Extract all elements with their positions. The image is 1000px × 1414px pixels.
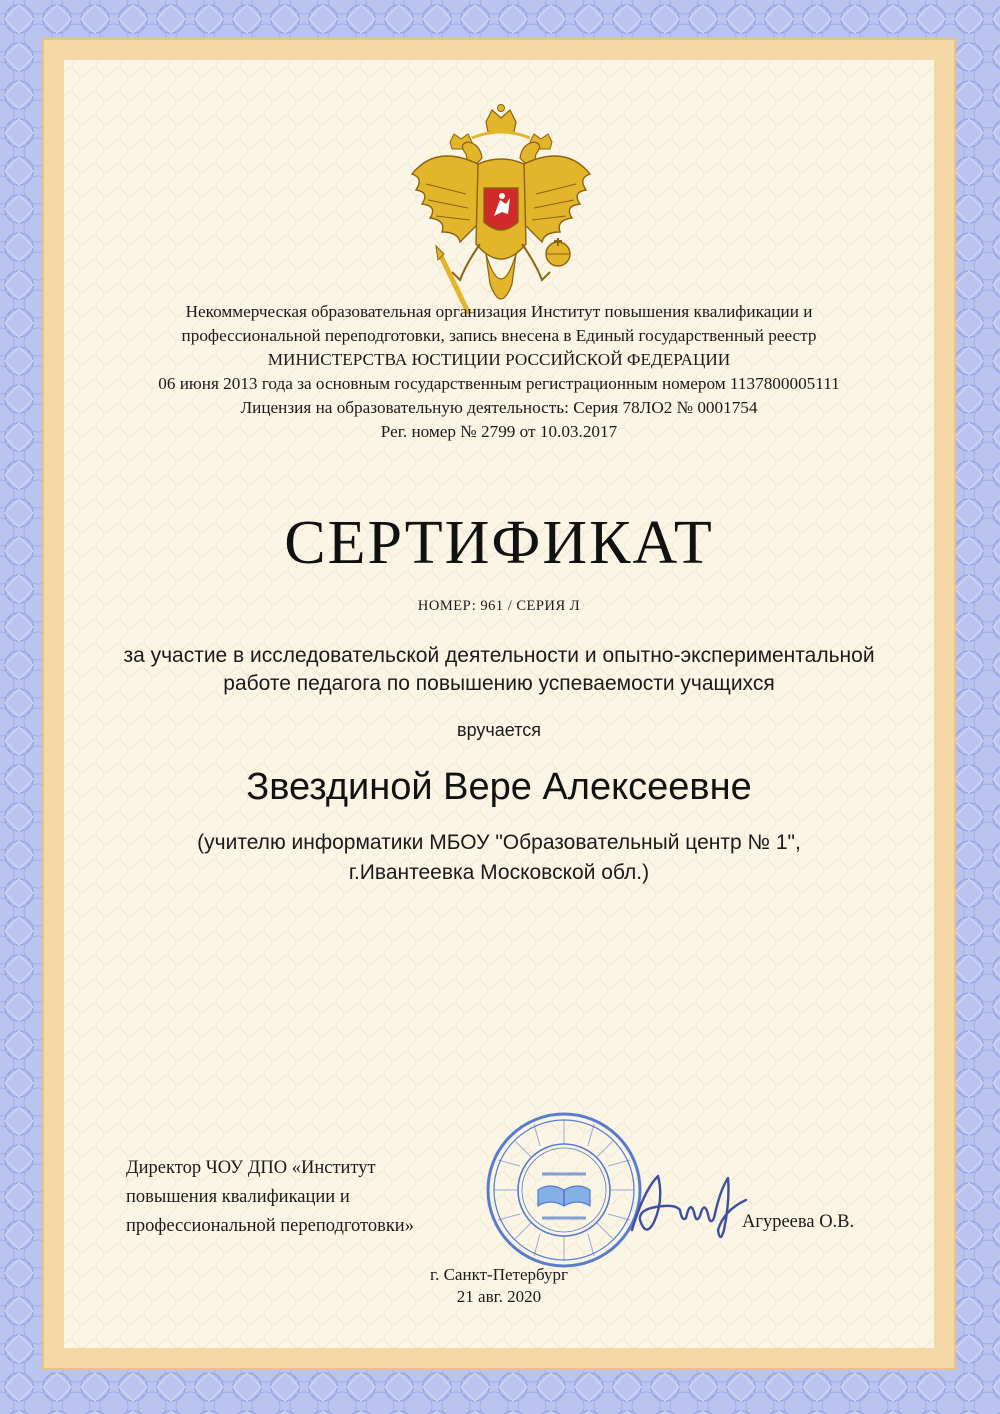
purpose-line-1: за участие в исследовательской деятельности и опытно-экспериментальной bbox=[123, 644, 875, 667]
certificate-title: СЕРТИФИКАТ bbox=[284, 509, 714, 577]
recipient-name: Звездиной Вере Алексеевне bbox=[246, 766, 752, 808]
director-title bbox=[126, 1154, 414, 1241]
org-line-5: Лицензия на образовательную деятельность: Серия 78ЛО2 № 0001754 bbox=[240, 398, 758, 417]
certificate-purpose bbox=[64, 642, 934, 698]
org-line-6: Рег. номер № 2799 от 10.03.2017 bbox=[380, 422, 618, 441]
footer bbox=[64, 1264, 934, 1308]
org-line-2: профессиональной переподготовки, запись внесена в Единый государственный реестр bbox=[181, 326, 817, 345]
position-line-1: (учителю информатики МБОУ "Образовательный центр № 1", bbox=[197, 831, 801, 854]
purpose-line-2: работе педагога по повышению успеваемости учащихся bbox=[223, 672, 775, 695]
certificate-number: НОМЕР: 961 / СЕРИЯ Л bbox=[417, 598, 581, 614]
footer-date: 21 авг. 2020 bbox=[456, 1287, 542, 1306]
organization-info bbox=[64, 300, 934, 444]
director-name: Агуреева О.В. bbox=[742, 1212, 855, 1232]
certificate-paper bbox=[64, 60, 934, 1348]
handed-label: вручается bbox=[457, 720, 541, 740]
stamp-icon bbox=[484, 1110, 644, 1270]
recipient-position bbox=[64, 828, 934, 888]
footer-city: г. Санкт-Петербург bbox=[430, 1265, 568, 1284]
org-line-1: Некоммерческая образовательная организация Институт повышения квалификации и bbox=[185, 302, 813, 321]
org-line-3: МИНИСТЕРСТВА ЮСТИЦИИ РОССИЙСКОЙ ФЕДЕРАЦИИ bbox=[267, 350, 731, 369]
org-line-4: 06 июня 2013 года за основным государственным регистрационным номером 1137800005111 bbox=[158, 374, 840, 393]
director-line-2: повышения квалификации и bbox=[126, 1187, 350, 1207]
director-line-1: Директор ЧОУ ДПО «Институт bbox=[126, 1158, 376, 1178]
signature-icon bbox=[624, 1160, 754, 1250]
director-line-3: профессиональной переподготовки» bbox=[126, 1216, 414, 1236]
position-line-2: г.Ивантеевка Московской обл.) bbox=[348, 861, 650, 884]
